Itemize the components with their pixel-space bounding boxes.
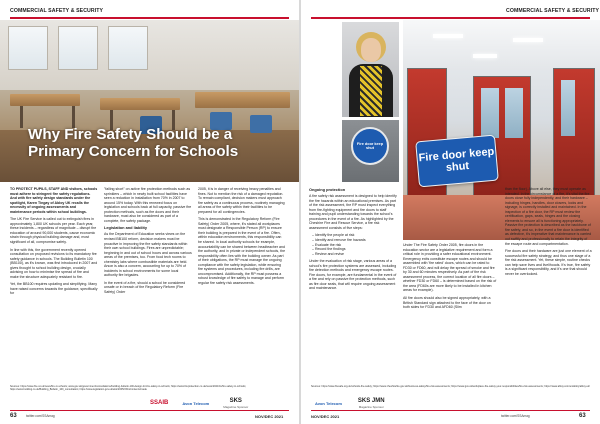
fire-door-keep-shut-sign: Fire door keep shut xyxy=(415,135,499,188)
right-body-columns xyxy=(309,187,397,294)
list-item: – Evaluate the risk xyxy=(312,242,342,247)
paragraph: A fire safety risk assessment is designed to help identify the fire hazards within an educational premises. As part of the risk assessment, the RP must inspect everything from fire-fighting equipment and fire doors to staff training and pupil understanding towards the school's procedures in the event of a fire. As highlighted by the Cheshire Fire and Rescue Service, a fire risk assessment consists of five steps: xyxy=(309,194,397,230)
portrait-photo xyxy=(342,22,399,117)
body-column-6 xyxy=(505,187,593,279)
right-body-columns-lower xyxy=(403,243,497,313)
header-rule xyxy=(311,17,590,19)
footer-url[interactable]: twitter.com/SSAmag xyxy=(26,414,55,418)
page-number: 63 xyxy=(579,413,586,419)
sponsor-logos xyxy=(150,398,248,408)
body-column-3 xyxy=(198,187,286,299)
footer-date: NOV/DEC 2021 xyxy=(255,414,284,419)
paragraph: The UK Fire Service is called out to extinguish fires in approximately 1,800 UK schools per year. Each year, these incidents – regardless of magnitude – disrupt the education of around 90,000 students, cause economic strain through physical building damage and, most significant of all, compromise safety. xyxy=(10,217,97,245)
logo-avon: Avon Telecom xyxy=(182,400,210,406)
right-page xyxy=(301,0,600,424)
paragraph: 2005, it is in danger of receiving heavy penalties and fines. Not to mention the risk of a damaged reputation. To remain compliant, decision makers must approach fire safety as a continuous process, routinely managing all areas of fire safety within their facilities to be prepared for all contingencies. xyxy=(198,187,285,214)
fire-door-sign-icon: Fire door keep shut xyxy=(351,127,389,165)
paragraph: Yet, the BB100 requires updating and simplifying. Many have raised concerns towards the guidance, specifically for xyxy=(10,282,98,296)
footer-rule xyxy=(311,410,590,411)
paragraph: All fire doors should also be signed appropriately, with a British Standard sign attached to the face of the door on both sides for FD30 and AFD60 (Slim xyxy=(403,296,491,310)
paragraph: In the event of a fire, should a school be considered unsafe or in breach of the Regulatory Reform (Fire Safety) Order xyxy=(104,280,186,294)
logo-sks: SKS JMN Magazine Sponsor xyxy=(357,397,385,409)
paragraph: This is demonstrated in the Regulatory Reform (Fire Safety) Order 2005, where, it's stated all workplaces must designate a Responsible Person (RP) to ensure their building is prepared in the event of a fire. Often, within education environments, this responsibility can be shared. In local authority schools for example, accountability can be shared between headteacher and the authority, and in private or independent schools, the responsibility often lies with the building owner. As part of their obligations, the RP must manage the ongoing compliance with fire safety legislation, while ensuring fire systems and procedures, including fire drills, are uncompromised. Additionally, the RP must possess a robust knowledge of fire safety to manage and perform regular fire safety risk assessments. xyxy=(198,217,286,285)
body-column-2 xyxy=(104,187,192,299)
paragraph: Under the evaluation of risk stage, various areas of a school's fire protection systems are assessed, including fire detection methods and emergency escape routes. Fire doors, for example, are fundamental in the event of a fire and rely on passive fire protection methods, such as fire door seals, that will require ongoing assessment and maintenance. xyxy=(309,259,397,291)
section-header: COMMERCIAL SAFETY & SECURITY xyxy=(10,8,104,14)
subheading-legislation: Legislation and liability xyxy=(104,225,148,231)
list-item: – Record the findings xyxy=(312,247,346,252)
footer-url[interactable]: twitter.com/SSAmag xyxy=(501,414,530,418)
page-number: 63 xyxy=(10,413,17,419)
article-lead: TO PROTECT PUPILS, STAFF AND visitors, schools must adhere to stringent fire safety regulations. And with fire safety design standards under the spotlight, Karen Tingay of Abloy UK recalls the necessity of ongoing assessments and maintenance periods within school buildings. xyxy=(10,187,98,214)
risk-assessment-steps xyxy=(309,233,397,256)
header-rule xyxy=(10,17,289,19)
list-item: – Identify and remove fire hazards xyxy=(312,237,366,242)
left-page xyxy=(0,0,299,424)
paragraph: In line with this, the government recently opened consultation on proposed revisions to its mandatory fire safety guidance in schools. The Building Bulletin 100 (BB100), as it's known, was first introduced in 2007 and gives thought to school building design, crucially advising on how to minimise the spread of fire and make the structure adequately resistant to fire. xyxy=(10,247,98,279)
section-header: COMMERCIAL SAFETY & SECURITY xyxy=(506,8,600,14)
footer-rule xyxy=(10,410,289,411)
logo-sks: SKS Magazine Sponsor xyxy=(223,397,249,409)
article-headline: Why Fire Safety Should be a Primary Concern for Schools xyxy=(28,126,239,160)
logo-ssaib: SSAIB xyxy=(150,399,169,406)
subheading-ongoing-protection: Ongoing protection xyxy=(309,187,346,192)
references: Sources: https://www.firesafe.org.uk/schools-fire-safety; https://www.cheshirefire.gov.uk/business-safety/fire-risk-assessments; https://www.gov.uk/workplace-fire-safety-your-responsibilities/fire-risk-assessments; https://www.abloy.com/en/abloy/abloy-uk/ xyxy=(311,385,590,388)
paragraph: Fire doors and their hardware are just one element of a successful fire safety strategy, and thus one stage of a fire risk assessment. Yet, these simple, routine checks can help save lives and livelihoods. It's true, fire safety is a significant responsibility, and it's one that should never be overlooked. xyxy=(505,249,592,276)
body-column-4 xyxy=(309,187,397,294)
logo-avon: Avon Telecom xyxy=(315,400,342,406)
paragraph: As the Department of Education seeks views on the revised BB100 reform, decision makers must be proactive in improving the fire safety standards within their own school buildings. Fires are unpredictable; beginning in and out of school hours and across various areas of the premises, too. From food tech rooms to chemistry labs where combustible materials are held. Arson is also a concern, accounting for up to 70% of incidents in school environments for some local authority fire brigades. xyxy=(104,232,192,278)
sponsor-logos xyxy=(315,398,385,408)
fire-door-sign-photo xyxy=(342,120,399,182)
paragraph: Under The Fire Safety Order 2005, fire doors in the education sector are a legislative requirement and form a critical role in providing a safer educational environment. Emergency exits constitute escape routes and should be assembled with 'fire rated' doors, which can be rated to FD30 or FD60, and will delay the spread of smoke and fire by 30 and 60 minutes respectively. As part of the risk assessment process, the correct location of all fire doors – whether FD30 or FD60 – is determined based on the risk of the area (FD60s are more likely to be installed in kitchen areas for example). xyxy=(403,243,497,293)
right-body-columns-last xyxy=(505,187,593,279)
footer-date: NOV/DEC 2021 xyxy=(311,414,340,419)
list-item: – Identify the people at risk xyxy=(312,233,355,238)
left-body-columns xyxy=(10,187,286,299)
body-column-1 xyxy=(10,187,98,299)
paragraph: "falling short" on active fire protection methods such as sprinklers – which in newly built school facilities have seen a reduction in installation from 70% in 2007 to around 15% today. With this renewed focus on legislation and schools back at full capacity, passive fire protection methods, such as fire doors and their hardware, must also be considered as part of a complete, fire safety package. xyxy=(104,187,192,223)
body-column-5 xyxy=(403,243,497,313)
list-item: – Review and revise xyxy=(312,251,344,256)
references: Sources: https://www.fire.co.uk/news/fire-in-schools; www.gov.uk/government/consultations/building-bulletin-100-design-for-fire-safety-in-schools; https://www.fireprotection.co.uk/news/2021/11/fire-safety-in-schools; https://www.building.co.uk/Building_Bulletin_100_consultation; https://www.legislation.gov.uk/uksi/2005/1541/contents/made xyxy=(10,385,247,392)
paragraph: than the floor). Above all else, they must operate as intended. In the circumstance of a fire, it's vital the fire doors close fully independently, and their hardware – including hinges, handles, door closers, locks and signage, is correctly installed and maintained. In the inspection of a fire door, the RP must review the certification, gaps, seals, hinges and the closing elements to ensure all is functioning appropriately. Passive fire protection is described as the backbone of fire safety, and so, in the event a fire door is identified as defective, it's imperative that maintenance is carried out swiftly and professionally to retain the integrity of the escape route and compartmentation. xyxy=(505,187,592,246)
